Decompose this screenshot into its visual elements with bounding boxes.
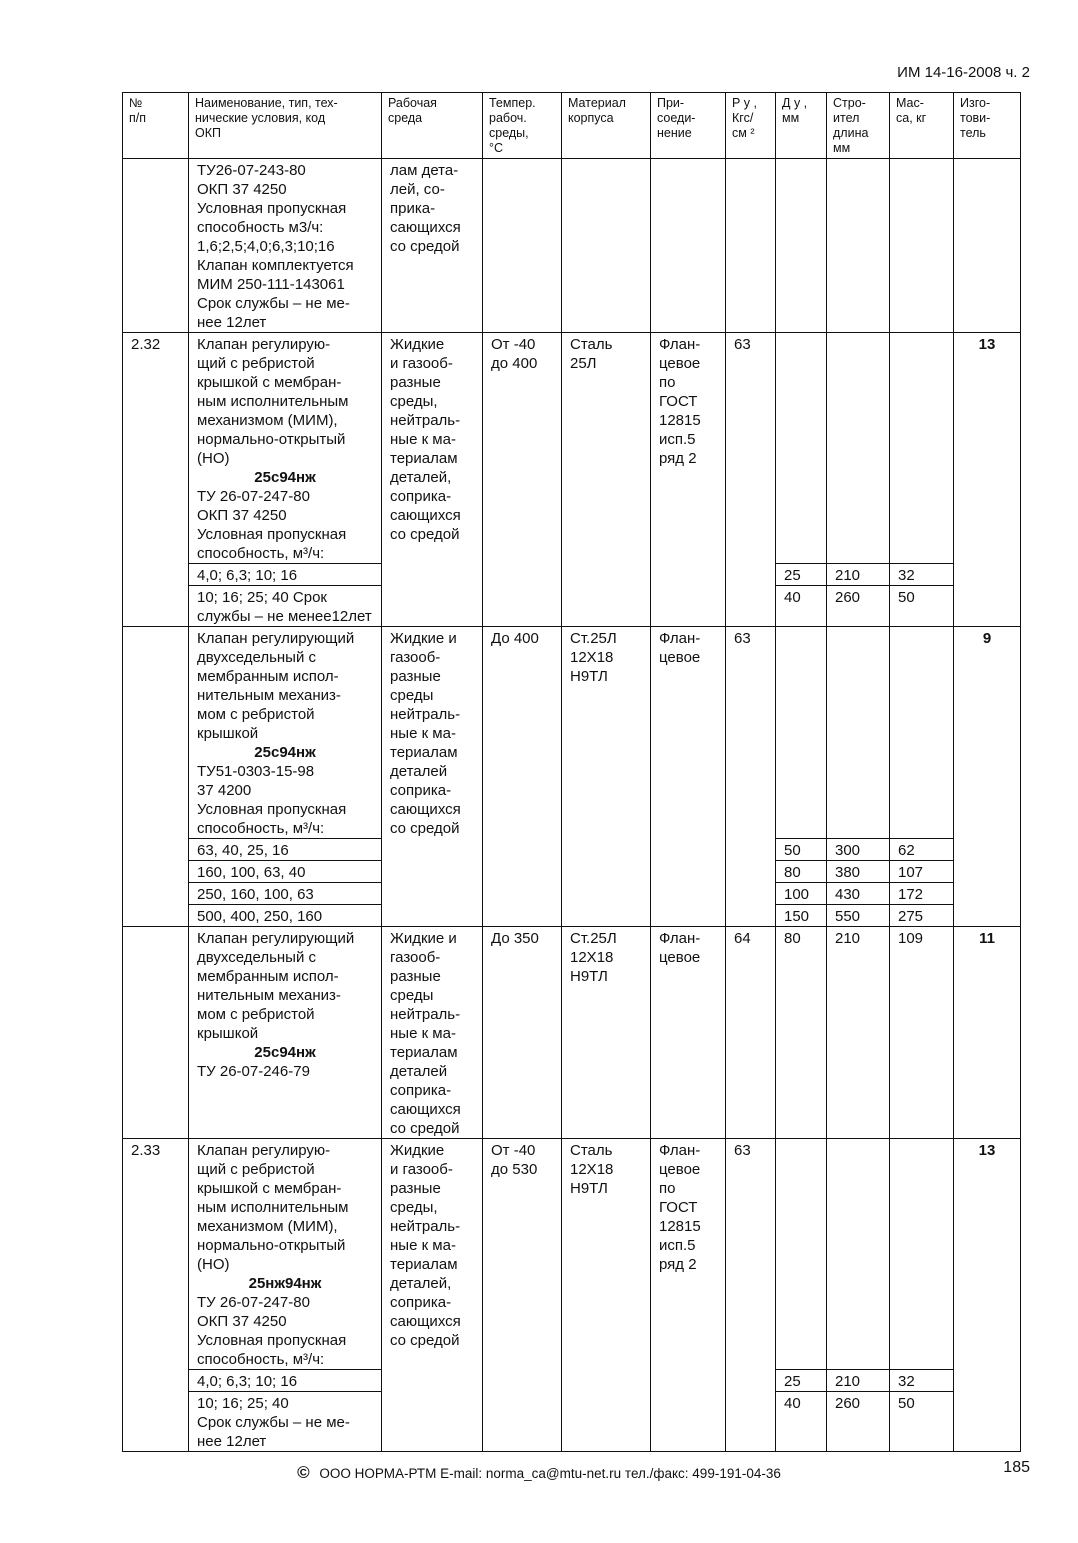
- cell-connection: Флан- цевое по ГОСТ 12815 исп.5 ряд 2: [651, 333, 726, 627]
- cell-material: Ст.25Л 12Х18 Н9ТЛ: [562, 627, 651, 927]
- cell-name: [189, 333, 382, 564]
- header-temp: Темпер. рабоч. среды, °С: [483, 93, 562, 159]
- copyright-icon: ©: [297, 1463, 310, 1482]
- table-row: [123, 927, 1021, 1139]
- cell-pressure: 63: [726, 333, 776, 627]
- cell-medium: Жидкие и газооб- разные среды нейтраль- ные к ма- териалам деталей соприка- сающихся со средой: [382, 927, 483, 1139]
- table-row: [123, 627, 1021, 839]
- header-name: Наименование, тип, тех- нические условия, код ОКП: [189, 93, 382, 159]
- header-connection: При- соеди- нение: [651, 93, 726, 159]
- cell-mass: 62: [890, 839, 954, 861]
- cell-material: Сталь 25Л: [562, 333, 651, 627]
- valve-spec: ТУ51-0303-15-98 37 4200 Условная пропускная способность, м³/ч:: [197, 763, 347, 837]
- cell-name: ТУ26-07-243-80 ОКП 37 4250 Условная пропускная способность м3/ч: 1,6;2,5;4,0;6,3;10;16 Клапан комплектуется МИМ 250-111-143061 Срок службы – не ме- нее 12лет: [189, 159, 382, 333]
- cell-mass: 172: [890, 883, 954, 905]
- valve-spec: ТУ 26-07-247-80 ОКП 37 4250 Условная пропускная способность, м³/ч:: [197, 1294, 347, 1368]
- cell-mass: 107: [890, 861, 954, 883]
- cell-pressure: 63: [726, 627, 776, 927]
- cell-capacity: 160, 100, 63, 40: [189, 861, 382, 883]
- cell-name: [189, 927, 382, 1139]
- cell-name: [189, 627, 382, 839]
- cell-medium: Жидкие и газооб- разные среды нейтраль- ные к ма- териалам деталей соприка- сающихся со средой: [382, 627, 483, 927]
- cell-medium: Жидкие и газооб- разные среды, нейтраль- ные к ма- териалам деталей, соприка- сающихся со средой: [382, 333, 483, 627]
- valve-type: 25с94нж: [254, 744, 316, 761]
- cell-capacity: 500, 400, 250, 160: [189, 905, 382, 927]
- header-mass: Мас- са, кг: [890, 93, 954, 159]
- cell-diameter: 25: [776, 1370, 827, 1392]
- document-id: ИМ 14-16-2008 ч. 2: [897, 64, 1030, 81]
- table-header-row: [123, 93, 1021, 159]
- page-footer: [0, 1463, 1078, 1483]
- cell-length: 300: [827, 839, 890, 861]
- table-row: [123, 333, 1021, 564]
- valve-description: Клапан регулирующий двухседельный с мембранным испол- нительным механиз- мом с ребристой крышкой: [197, 630, 355, 742]
- table-row: [123, 159, 1021, 333]
- cell-medium: Жидкие и газооб- разные среды, нейтраль- ные к ма- териалам деталей, соприка- сающихся со средой: [382, 1139, 483, 1452]
- valves-table: [122, 92, 1021, 1452]
- valve-type: 25с94нж: [254, 469, 316, 486]
- valve-description: Клапан регулирую- щий с ребристой крышкой с мембран- ным исполнительным механизмом (МИМ), нормально-открытый (НО): [197, 336, 349, 467]
- valve-type: 25с94нж: [254, 1044, 316, 1061]
- page-number: 185: [1003, 1459, 1030, 1476]
- cell-temp: До 350: [483, 927, 562, 1139]
- header-pressure: Р у , Кгс/ см ²: [726, 93, 776, 159]
- cell-length: 210: [827, 564, 890, 586]
- cell-diameter: 40: [776, 586, 827, 627]
- cell-length: 210: [827, 1370, 890, 1392]
- header-length: Стро- ител длина мм: [827, 93, 890, 159]
- cell-temp: От -40 до 530: [483, 1139, 562, 1452]
- cell-maker: 13: [954, 333, 1021, 627]
- cell-material: Сталь 12Х18 Н9ТЛ: [562, 1139, 651, 1452]
- cell-mass: 109: [890, 927, 954, 1139]
- valve-description: Клапан регулирующий двухседельный с мембранным испол- нительным механиз- мом с ребристой крышкой: [197, 930, 355, 1042]
- cell-diameter: 100: [776, 883, 827, 905]
- cell-num: 2.33: [123, 1139, 189, 1452]
- valve-spec: ТУ 26-07-247-80 ОКП 37 4250 Условная пропускная способность, м³/ч:: [197, 488, 347, 562]
- cell-mass: 32: [890, 1370, 954, 1392]
- cell-diameter: 50: [776, 839, 827, 861]
- cell-num: [123, 627, 189, 927]
- footer-text: ООО НОРМА-РТМ E-mail: norma_ca@mtu-net.ru тел./факс: 499-191-04-36: [319, 1466, 781, 1481]
- cell-capacity: 10; 16; 25; 40 Срок службы – не менее12лет: [189, 586, 382, 627]
- cell-capacity: 10; 16; 25; 40 Срок службы – не ме- нее 12лет: [189, 1392, 382, 1452]
- cell-mass: 50: [890, 586, 954, 627]
- cell-connection: Флан- цевое по ГОСТ 12815 исп.5 ряд 2: [651, 1139, 726, 1452]
- cell-connection: Флан- цевое: [651, 627, 726, 927]
- cell-length: 260: [827, 586, 890, 627]
- cell-connection: Флан- цевое: [651, 927, 726, 1139]
- cell-temp: До 400: [483, 627, 562, 927]
- cell-maker: 11: [954, 927, 1021, 1139]
- cell-mass: 32: [890, 564, 954, 586]
- header-medium: Рабочая среда: [382, 93, 483, 159]
- table-row: [123, 1139, 1021, 1370]
- cell-length: 550: [827, 905, 890, 927]
- cell-pressure: 64: [726, 927, 776, 1139]
- cell-mass: 275: [890, 905, 954, 927]
- cell-capacity: 4,0; 6,3; 10; 16: [189, 1370, 382, 1392]
- cell-capacity: 250, 160, 100, 63: [189, 883, 382, 905]
- cell-diameter: 150: [776, 905, 827, 927]
- cell-capacity: 63, 40, 25, 16: [189, 839, 382, 861]
- cell-num: [123, 927, 189, 1139]
- valve-spec: ТУ 26-07-246-79: [197, 1063, 310, 1080]
- header-material: Материал корпуса: [562, 93, 651, 159]
- cell-maker: 9: [954, 627, 1021, 927]
- valve-type: 25нж94нж: [248, 1275, 322, 1292]
- cell-num: [123, 159, 189, 333]
- cell-num: 2.32: [123, 333, 189, 627]
- cell-temp: От -40 до 400: [483, 333, 562, 627]
- cell-diameter: 40: [776, 1392, 827, 1452]
- header-num: № п/п: [123, 93, 189, 159]
- header-maker: Изго- тови- тель: [954, 93, 1021, 159]
- cell-length: 260: [827, 1392, 890, 1452]
- cell-medium: лам дета- лей, со- прика- сающихся со средой: [382, 159, 483, 333]
- valve-description: Клапан регулирую- щий с ребристой крышкой с мембран- ным исполнительным механизмом (МИМ), нормально-открытый (НО): [197, 1142, 349, 1273]
- cell-name: [189, 1139, 382, 1370]
- cell-mass: 50: [890, 1392, 954, 1452]
- cell-material: Ст.25Л 12Х18 Н9ТЛ: [562, 927, 651, 1139]
- cell-maker: 13: [954, 1139, 1021, 1452]
- cell-pressure: 63: [726, 1139, 776, 1452]
- cell-diameter: 25: [776, 564, 827, 586]
- cell-length: 380: [827, 861, 890, 883]
- header-diameter: Д у , мм: [776, 93, 827, 159]
- cell-diameter: 80: [776, 861, 827, 883]
- cell-diameter: 80: [776, 927, 827, 1139]
- cell-capacity: 4,0; 6,3; 10; 16: [189, 564, 382, 586]
- cell-length: 210: [827, 927, 890, 1139]
- cell-length: 430: [827, 883, 890, 905]
